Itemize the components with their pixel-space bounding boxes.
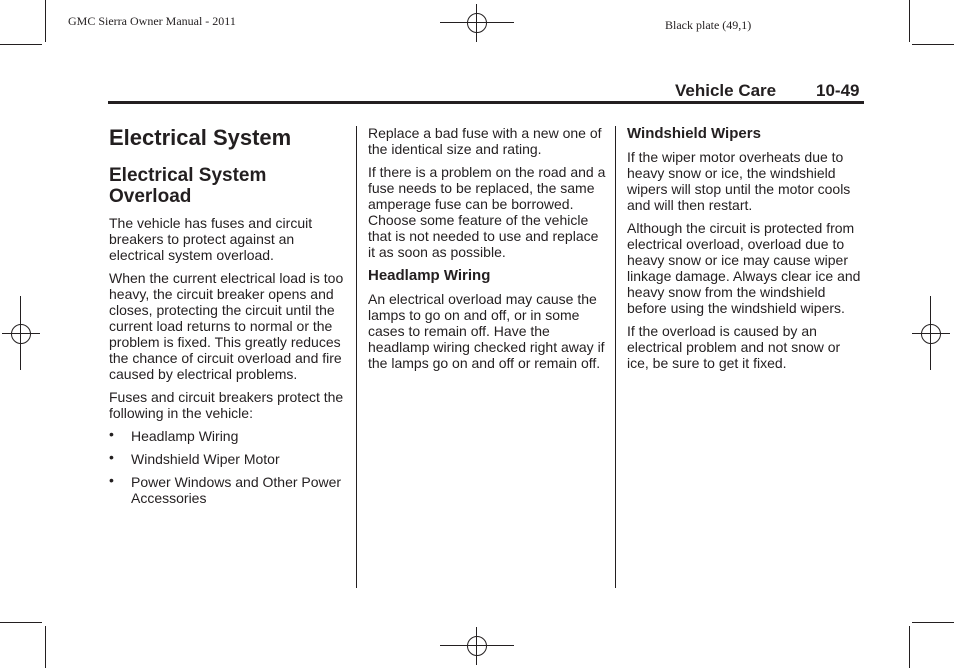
registration-mark-bottom — [458, 627, 496, 665]
crop-mark — [0, 622, 42, 623]
list-item-text: Headlamp Wiring — [131, 428, 239, 444]
subheading: Headlamp Wiring — [368, 267, 491, 284]
bullet: • — [109, 449, 114, 465]
section-heading: Electrical System Overload — [109, 165, 267, 207]
paragraph: Replace a bad fuse with a new one of the identical size and rating. — [368, 125, 602, 157]
crop-mark — [909, 0, 910, 42]
column-1 — [109, 125, 345, 513]
paragraph: An electrical overload may cause the lamps to go on and off, or in some cases to remain off. Have the headlamp wiring checked right away if the lamps go on and off or remain off. — [368, 291, 605, 371]
crop-mark — [909, 626, 910, 668]
section-title: Vehicle Care — [675, 81, 777, 100]
column-divider — [615, 126, 616, 588]
bullet: • — [109, 472, 114, 488]
paragraph: Fuses and circuit breakers protect the following in the vehicle: — [109, 389, 344, 421]
list-item — [109, 451, 345, 467]
header-rule — [108, 101, 864, 104]
registration-mark-top — [458, 4, 496, 42]
crop-mark — [0, 44, 42, 45]
running-head-plate: Black plate (49,1) — [665, 18, 752, 32]
protected-items-list — [109, 428, 345, 506]
page-title: Electrical System — [109, 125, 292, 150]
running-head-title: GMC Sierra Owner Manual - 2011 — [68, 14, 236, 28]
crop-mark — [45, 626, 46, 668]
column-divider — [356, 126, 357, 588]
list-item-text: Windshield Wiper Motor — [131, 451, 280, 467]
paragraph: If there is a problem on the road and a fuse needs to be replaced, the same amperage fuse can be borrowed. Choose some feature of the vehicle that is not needed to use and replace it as soon as possible. — [368, 164, 606, 260]
registration-bar-right — [930, 296, 931, 370]
registration-bar-bottom — [440, 645, 514, 646]
paragraph: The vehicle has fuses and circuit breakers to protect against an electrical system overload. — [109, 215, 313, 263]
paragraph: If the wiper motor overheats due to heavy snow or ice, the windshield wipers will stop until the motor cools and will then restart. — [627, 149, 851, 213]
subheading: Windshield Wipers — [627, 125, 761, 142]
column-2 — [368, 125, 606, 378]
paragraph: When the current electrical load is too heavy, the circuit breaker opens and closes, protecting the circuit until the current load returns to normal or the problem is fixed. This greatly reduces the chance of circuit overload and fire caused by electrical problems. — [109, 270, 344, 382]
registration-mark-right — [912, 315, 950, 353]
bullet: • — [109, 426, 114, 442]
column-3 — [627, 125, 863, 378]
crop-mark — [912, 44, 954, 45]
crop-mark — [45, 0, 46, 42]
crop-mark — [912, 622, 954, 623]
registration-bar-top — [440, 22, 514, 23]
page-number: 10-49 — [816, 81, 860, 100]
list-item-text: Power Windows and Other Power Accessories — [131, 474, 342, 506]
registration-mark-left — [2, 315, 40, 353]
list-item — [109, 428, 345, 444]
list-item — [109, 474, 345, 506]
registration-bar-left — [20, 296, 21, 370]
paragraph: If the overload is caused by an electrical problem and not snow or ice, be sure to get it fixed. — [627, 323, 841, 371]
paragraph: Although the circuit is protected from electrical overload, overload due to heavy snow or ice may cause wiper linkage damage. Always clear ice and heavy snow from the windshield before using the windshield wipers. — [627, 220, 861, 316]
